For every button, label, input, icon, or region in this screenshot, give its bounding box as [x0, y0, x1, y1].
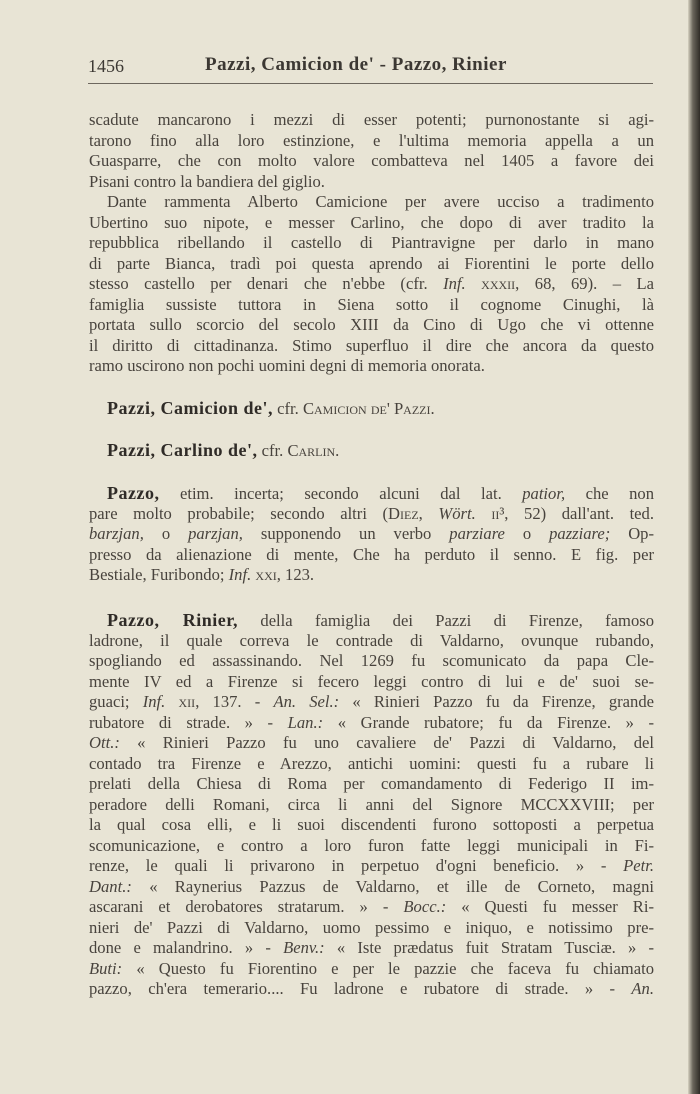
text-run: , 123.	[276, 565, 315, 584]
text-run: guaci;	[89, 692, 143, 711]
text-run: pazzo, ch'era temerario.... Fu ladrone e rubatore di strade. » -	[89, 979, 632, 998]
text-line	[89, 795, 654, 816]
text-line	[89, 545, 654, 566]
text-line	[89, 979, 654, 1000]
text-run: che non	[565, 484, 655, 503]
text-run: pare molto probabile; secondo altri (	[89, 503, 389, 523]
text-run: , 68, 69). – La	[515, 274, 654, 293]
small-caps-run: Carlin.	[287, 441, 340, 460]
small-caps-run: xxxii	[481, 274, 516, 293]
entry-headword: Pazzi, Camicion de',	[107, 398, 273, 418]
text-run: prelati della Chiesa di Roma per comandamento di Federigo II im-	[89, 774, 654, 793]
entry-headword: Pazzo,	[107, 483, 160, 503]
text-run: done e malandrino. » -	[89, 938, 284, 957]
text-run: , 52) dall'ant. ted.	[504, 503, 654, 523]
small-caps-run: Camicion de' Pazzi.	[302, 399, 435, 418]
text-run: spogliando ed assassinando. Nel 1269 fu scomunicato da papa Cle-	[89, 651, 654, 670]
italic-run: Dant.:	[89, 876, 132, 896]
text-line	[89, 692, 654, 713]
text-run: rubatore di strade. » -	[89, 712, 288, 732]
text-run: o	[143, 524, 189, 543]
italic-run: Inf.	[443, 274, 466, 293]
text-line	[89, 131, 654, 152]
text-run: portata sullo scorcio del secolo XIII da Cino di Ugo che vi ottenne	[89, 315, 654, 334]
text-line	[89, 274, 654, 295]
text-run: peradore delli Romani, circa li anni del Signore MCCXXVIII; per	[89, 794, 654, 814]
text-line	[89, 315, 654, 336]
italic-run: Inf.	[228, 565, 252, 584]
text-run: « Grande rubatore; fu da Firenze. » -	[323, 712, 654, 732]
text-run: Ubertino suo nipote, e messer Carlino, che dopo di aver tradito la	[89, 212, 654, 232]
text-run: , 137. -	[195, 692, 274, 711]
text-run: renze, le quali li privarono in perpetuo d'ogni beneficio. » -	[89, 856, 624, 875]
text-line	[89, 356, 654, 377]
text-run: Pisani contro la bandiera del giglio.	[89, 171, 325, 191]
text-run: tarono fino alla loro estinzione, e l'ultima memoria appella a un	[89, 130, 654, 150]
text-line	[89, 877, 654, 898]
italic-run: An. Sel.:	[273, 692, 340, 711]
continued-paragraph	[89, 110, 654, 192]
text-run: cfr.	[272, 399, 303, 418]
text-run: stesso castello per denari che n'ebbe (cfr.	[89, 274, 444, 293]
text-run: di parte Bianca, tradì poi questa aprendo ai Fiorentini le porte dello	[89, 253, 654, 273]
text-line	[89, 774, 654, 795]
entry-pazzo	[89, 483, 654, 586]
text-run: nieri de' Pazzi di Valdarno, uomo pessimo e iniquo, e notissimo pre-	[89, 917, 654, 937]
text-line	[89, 151, 654, 172]
text-run: ,	[418, 503, 439, 523]
small-caps-run: ii³	[491, 503, 505, 523]
text-run: repubblica ribellando il castello di Piantravigne per darlo in mano	[89, 233, 654, 252]
text-run: « Questo fu Fiorentino e per le pazzie che faceva fu chiamato	[122, 958, 654, 978]
text-line	[89, 918, 654, 939]
text-line	[89, 610, 654, 631]
entry-pazzi-carlino	[89, 440, 654, 461]
text-line	[89, 483, 654, 504]
italic-run: Ott.:	[89, 733, 120, 752]
text-line	[89, 754, 654, 775]
entry-pazzo-rinier	[89, 610, 654, 1000]
text-run: Op-	[610, 524, 654, 543]
small-caps-run: xii	[178, 692, 196, 711]
text-line	[89, 336, 654, 357]
italic-run: Buti:	[89, 958, 123, 978]
text-run: supponendo un verbo	[242, 524, 450, 543]
text-run: ladrone, il quale correva le contrade di Valdarno, ovunque rubando,	[89, 630, 654, 650]
text-run	[476, 504, 492, 523]
text-run: della famiglia dei Pazzi di Firenze, famoso	[238, 611, 654, 630]
text-line	[89, 733, 654, 754]
text-run: « Raynerius Pazzus de Valdarno, et ille de Corneto, magni	[131, 876, 654, 896]
text-line	[89, 524, 654, 545]
text-run: famiglia sussiste tuttora in Siena sotto il cognome Cinughi, là	[89, 294, 654, 314]
italic-run: parzjan,	[188, 524, 243, 543]
text-run: « Rinieri Pazzo fu da Firenze, grande	[339, 692, 654, 711]
text-line	[89, 856, 654, 877]
italic-run: Bocc.:	[403, 897, 447, 916]
text-run: Dante rammenta Alberto Camicione per avere ucciso a tradimento	[107, 192, 654, 211]
text-run: « Iste prædatus fuit Stratam Tusciæ. » -	[324, 938, 654, 957]
text-run: contado tra Firenze e Arezzo, antichi uomini: questi fu a rubare li	[89, 753, 654, 773]
entry-headword: Pazzi, Carlino de',	[107, 440, 258, 460]
text-line	[89, 565, 654, 586]
text-line	[89, 713, 654, 734]
header-rule	[88, 83, 653, 84]
text-line	[89, 192, 654, 213]
text-line	[89, 672, 654, 693]
text-run: Guasparre, che con molto valore combatteva nel 1405 a favore dei	[89, 151, 654, 170]
italic-run: barzjan,	[89, 524, 144, 543]
text-line	[89, 959, 654, 980]
text-line	[89, 398, 654, 419]
text-run: presso da alienazione di mente, Che ha perduto il senno. E fig. per	[89, 544, 654, 564]
text-run: etim. incerta; secondo alcuni dal lat.	[159, 484, 523, 503]
text-line	[89, 213, 654, 234]
text-line	[89, 504, 654, 525]
entry-pazzi-camicion	[89, 398, 654, 419]
text-run: « Rinieri Pazzo fu uno cavaliere de' Pazzi di Valdarno, del	[119, 733, 654, 752]
text-run: Bestiale, Furibondo;	[89, 565, 229, 584]
text-run: o	[504, 524, 550, 543]
text-line	[89, 897, 654, 918]
text-run: cfr.	[257, 441, 288, 460]
small-caps-run: xxi	[255, 565, 277, 584]
text-line	[89, 440, 654, 461]
italic-run: parziare	[449, 524, 505, 543]
italic-run: Benv.:	[283, 938, 325, 957]
page-number: 1456	[88, 56, 124, 76]
text-run: la qual cosa elli, e li suoi discendenti furono sottoposti a perpetua	[89, 815, 654, 834]
entry-headword: Pazzo, Rinier,	[107, 610, 239, 630]
italic-run: Inf.	[142, 692, 166, 711]
text-line	[89, 110, 654, 131]
text-line	[89, 815, 654, 836]
text-line	[89, 631, 654, 652]
text-run: il diritto di cittadinanza. Stimo superfluo il dire che ancora da questo	[89, 335, 654, 355]
text-line	[89, 172, 654, 193]
text-run: ascarani et derobatores stratarum. » -	[89, 897, 404, 916]
running-header: Pazzi, Camicion de' - Pazzo, Rinier	[205, 54, 507, 75]
italic-run: Petr.	[623, 856, 654, 875]
book-page-edge	[688, 0, 700, 1094]
italic-run: Wört.	[438, 503, 476, 523]
italic-run: An.	[631, 979, 654, 998]
text-run: « Questi fu messer Ri-	[446, 897, 655, 916]
text-line	[89, 651, 654, 672]
small-caps-run: Diez	[388, 503, 419, 523]
text-run: mente IV ed a Firenze si fecero leggi contro di lui e de' suoi se-	[89, 671, 654, 691]
dante-paragraph	[89, 192, 654, 377]
text-line	[89, 295, 654, 316]
text-line	[89, 233, 654, 254]
text-run: scadute mancarono i mezzi di esser potenti; purnonostante si agi-	[89, 110, 654, 129]
text-run	[466, 274, 481, 293]
text-run: scomunicazione, e contro a loro furon fatte leggi municipali in Fi-	[89, 835, 654, 855]
italic-run: pazziare;	[549, 524, 611, 543]
italic-run: patior,	[522, 484, 566, 503]
text-line	[89, 254, 654, 275]
italic-run: Lan.:	[287, 712, 324, 732]
text-run	[165, 692, 178, 711]
text-line	[89, 836, 654, 857]
text-line	[89, 938, 654, 959]
text-run: ramo uscirono non pochi uomini degni di memoria onorata.	[89, 356, 485, 375]
